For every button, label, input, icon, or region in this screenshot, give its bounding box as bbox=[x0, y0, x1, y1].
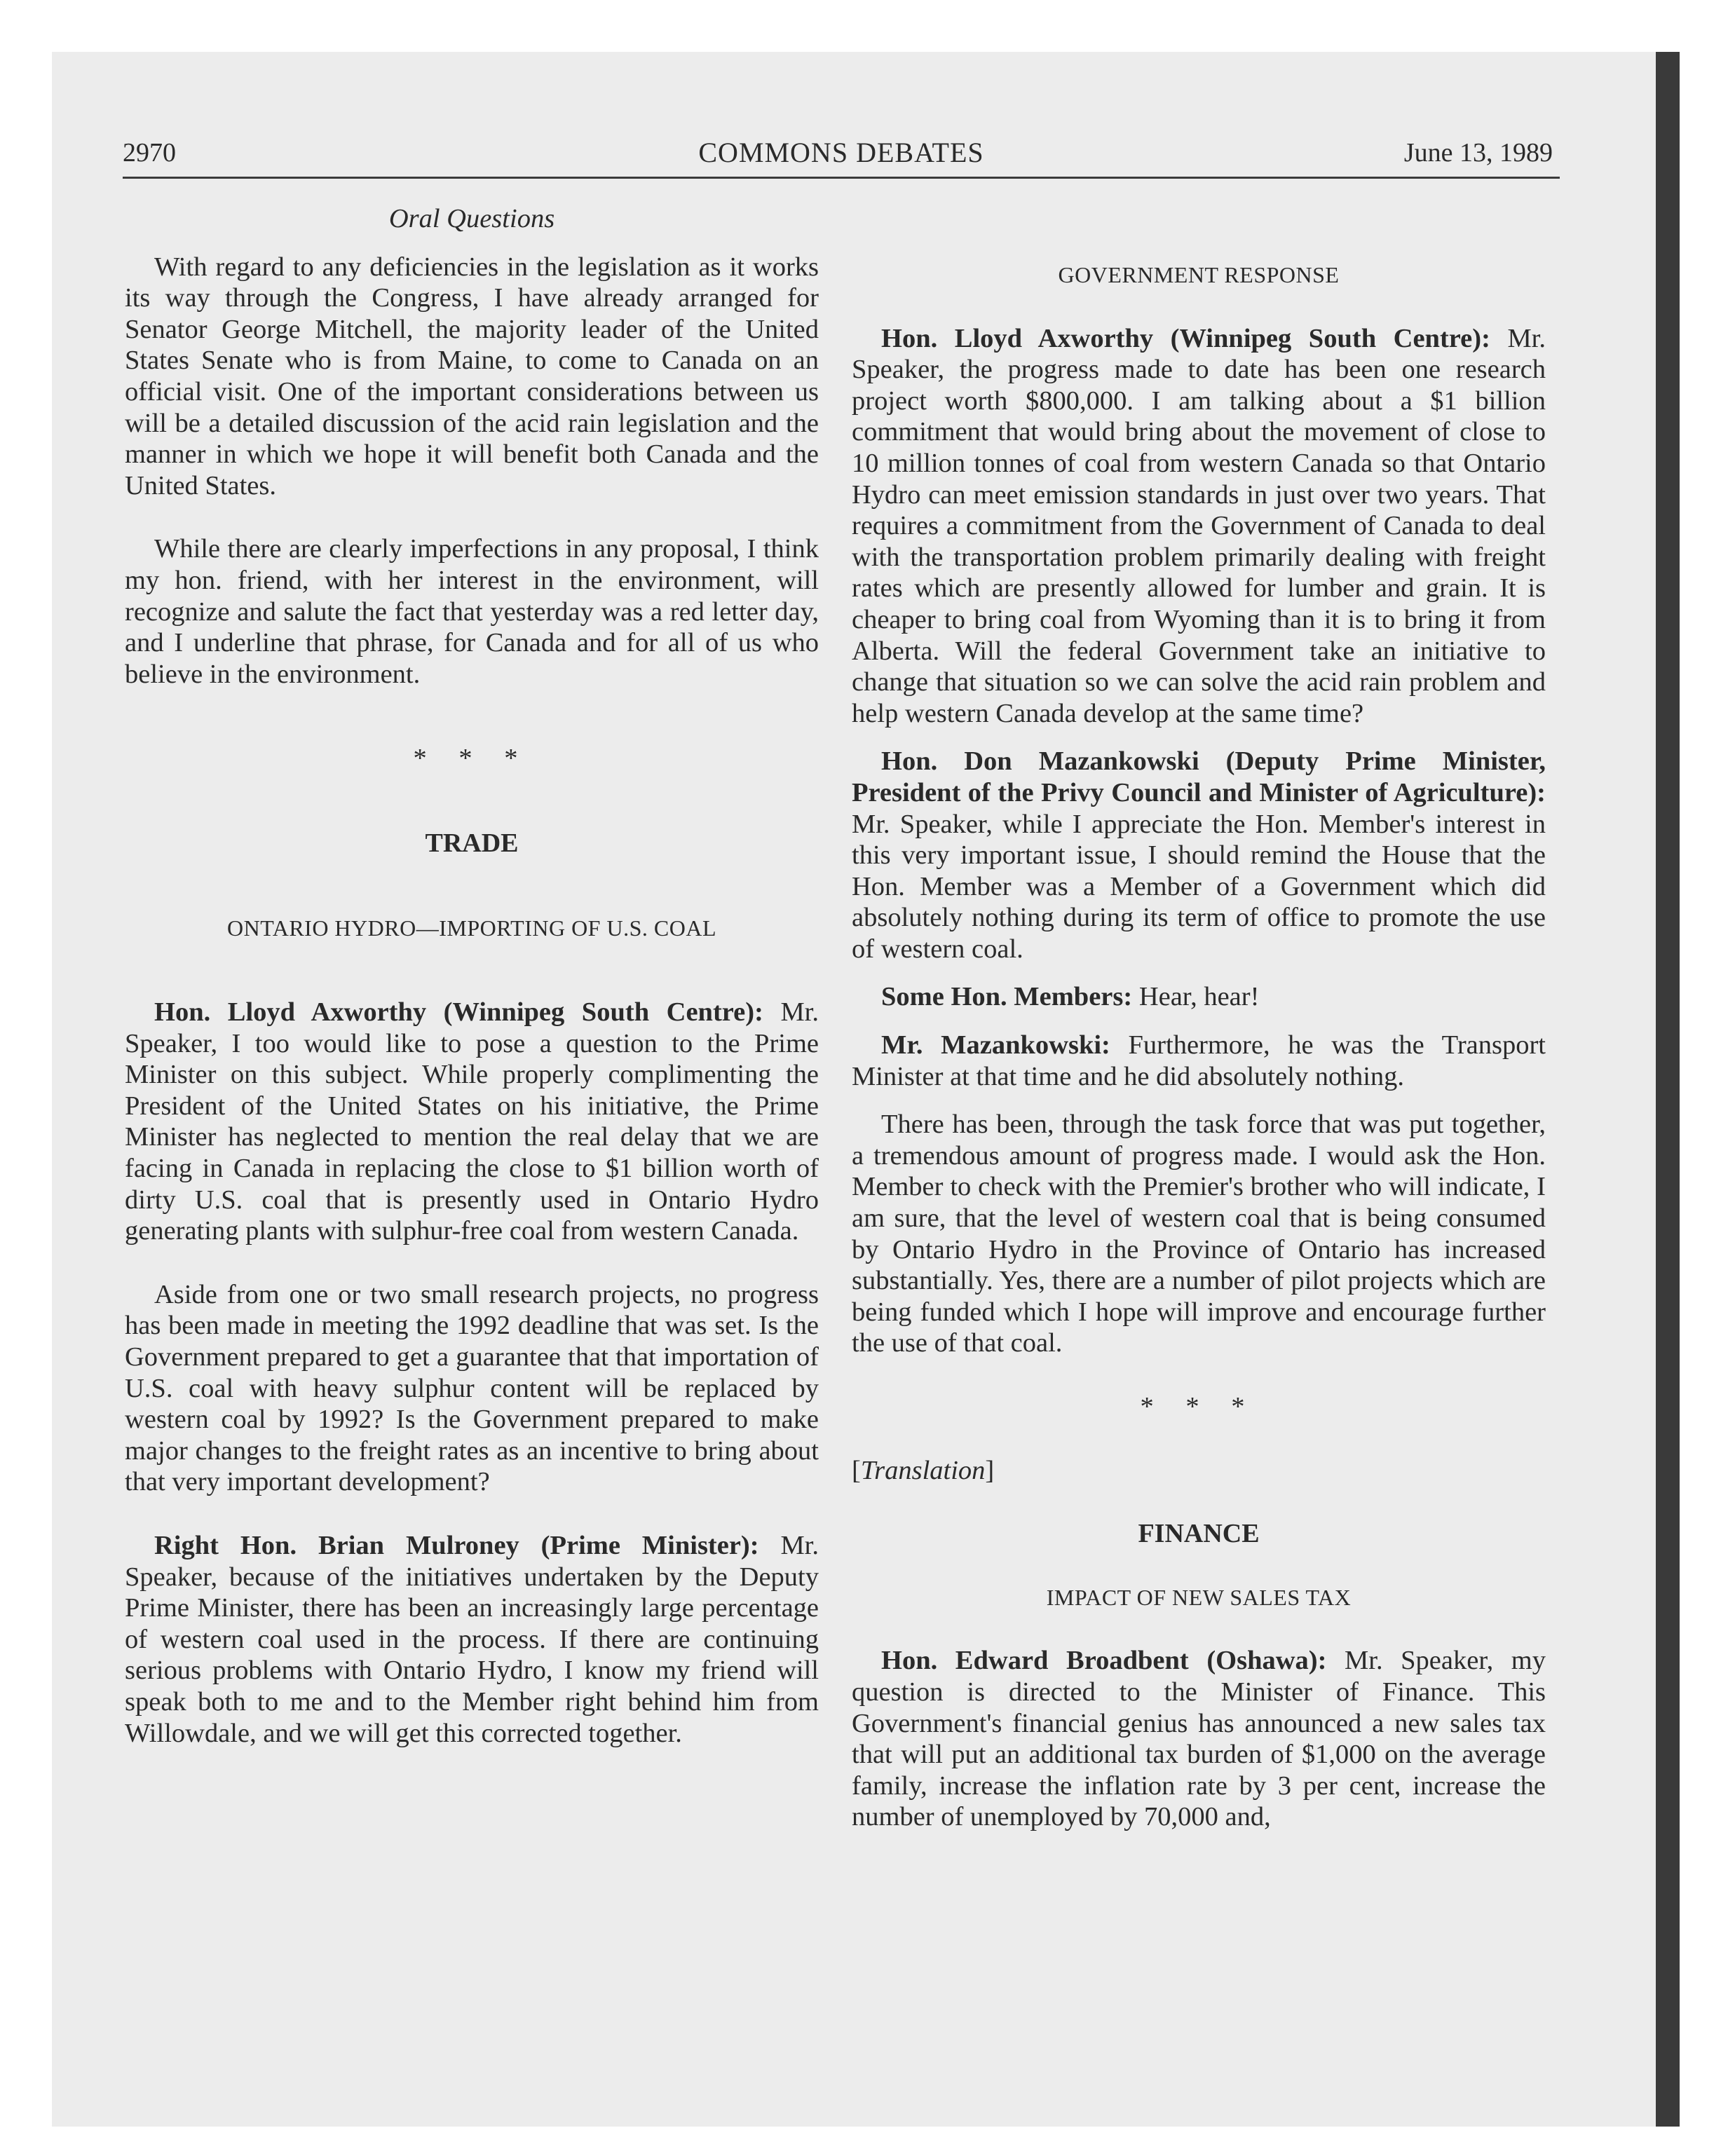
speech bbox=[125, 1530, 819, 1749]
speaker-name: Hon. Edward Broadbent (Oshawa): bbox=[881, 1646, 1327, 1676]
section-divider: * * * bbox=[413, 744, 531, 774]
speech bbox=[852, 746, 1546, 964]
publication-title: COMMONS DEBATES bbox=[698, 137, 984, 168]
speaker-name: Some Hon. Members: bbox=[881, 982, 1133, 1012]
left-column bbox=[125, 203, 819, 1749]
paragraph: With regard to any deficiencies in the legislation as it works its way through the Congress, I have already arranged for Senator George Mitchell, the majority leader of the United States Senate who is from Maine, to come to Canada on an official visit. One of the important considerations between us will be a detailed discussion of the acid rain legislation and the manner in which we hope it will benefit both Canada and the United States. bbox=[125, 252, 819, 500]
speech bbox=[852, 323, 1546, 730]
paragraph: There has been, through the task force that was put together, a tremendous amount of progress made. I would ask the Hon. Member to check with the Premier's brother who will indicate, I am sure, that the level of western coal that is being consumed by Ontario Hydro in the Province of Ontario has increased substantially. Yes, there are a number of pilot projects which are being funded which I hope will improve and encourage further the use of that coal. bbox=[852, 1110, 1546, 1358]
translation-bracket-close: ] bbox=[985, 1455, 995, 1485]
subsection-heading: GOVERNMENT RESPONSE bbox=[1058, 262, 1340, 287]
right-column bbox=[852, 203, 1546, 1833]
speech bbox=[125, 997, 819, 1247]
speech-text: Mr. Speaker, the progress made to date has been one research project worth $800,000. I am talking about a $1 billion commitment that would bring about the movement of close to 10 million tonnes of coal from western Canada so that Ontario Hydro can meet emission standards in just over two years. That requires a commitment from the Government of Canada to deal with the transportation problem primarily dealing with freight rates which are presently allowed for lumber and grain. It is cheaper to bring coal from Wyoming than it is to bring it from Alberta. Will the federal Government take an initiative to change that situation so we can solve the acid rain problem and help western Canada develop at the same time? bbox=[852, 323, 1546, 728]
translation-marker bbox=[852, 1455, 1546, 1487]
speaker-name: Right Hon. Brian Mulroney (Prime Minister): bbox=[154, 1531, 759, 1560]
subsection-heading: ONTARIO HYDRO—IMPORTING OF U.S. COAL bbox=[227, 915, 716, 941]
speech-text: Mr. Speaker, I too would like to pose a question to the Prime Minister on this subject. While properly complimenting the President of the United States on his initiative, the Prime Minister has neglected to mention the real delay that we are facing in Canada in replacing the close to $1 billion worth of dirty U.S. coal that is presently used in Ontario Hydro generating plants with sulphur-free coal from western Canada. bbox=[125, 997, 819, 1246]
speaker-name: Hon. Lloyd Axworthy (Winnipeg South Centre): bbox=[154, 997, 763, 1028]
section-heading: TRADE bbox=[425, 828, 519, 858]
speaker-name: Mr. Mazankowski: bbox=[881, 1030, 1110, 1060]
section-heading: FINANCE bbox=[1138, 1519, 1260, 1549]
section-divider: * * * bbox=[1140, 1392, 1258, 1421]
subsection-heading: IMPACT OF NEW SALES TAX bbox=[1046, 1584, 1352, 1610]
sitting-date: June 13, 1989 bbox=[1403, 138, 1553, 168]
translation-bracket-open: [ bbox=[852, 1455, 861, 1485]
speech-text: Mr. Speaker, while I appreciate the Hon. Member's interest in this very important issue, I should remind the House that the Hon. Member was a Member of a Government which did absolutely nothing during its term of office to promote the use of western coal. bbox=[852, 809, 1546, 964]
paragraph: While there are clearly imperfections in any proposal, I think my hon. friend, with her interest in the environment, will recognize and salute the fact that yesterday was a red letter day, and I underline that phrase, for Canada and for all of us who believe in the environment. bbox=[125, 534, 819, 689]
header-rule bbox=[123, 177, 1560, 179]
speech bbox=[852, 1030, 1546, 1092]
speech-text: Mr. Speaker, my question is directed to the Minister of Finance. This Government's financial genius has announced a new sales tax that will put an additional tax burden of $1,000 on the average family, increase the inflation rate by 3 per cent, increase the number of unemployed by 70,000 and, bbox=[852, 1646, 1546, 1832]
scan-edge-shadow bbox=[1656, 52, 1680, 2127]
translation-label: Translation bbox=[860, 1455, 986, 1485]
page-header bbox=[123, 132, 1560, 174]
speech-text: Furthermore, he was the Transport Minister at that time and he did absolutely nothing. bbox=[852, 1030, 1546, 1091]
speech bbox=[852, 981, 1546, 1013]
running-head: Oral Questions bbox=[388, 204, 555, 233]
speech-text: Mr. Speaker, because of the initiatives undertaken by the Deputy Prime Minister, there has been an increasingly large percentage of western coal used in the process. If there are continuing serious problems with Ontario Hydro, I know my friend will speak both to me and to the Member right behind him from Willowdale, and we will get this corrected together. bbox=[125, 1531, 819, 1748]
paragraph: Aside from one or two small research projects, no progress has been made in meeting the 1992 deadline that was set. Is the Government prepared to get a guarantee that that importation of U.S. coal with heavy sulphur content will be replaced by western coal by 1992? Is the Government prepared to make major changes to the freight rates as an incentive to bring about that very important development? bbox=[125, 1279, 819, 1497]
speech bbox=[852, 1645, 1546, 1833]
speech-text: Hear, hear! bbox=[1138, 982, 1260, 1012]
page-number: 2970 bbox=[123, 138, 176, 168]
speaker-name: Hon. Lloyd Axworthy (Winnipeg South Centre): bbox=[881, 323, 1490, 353]
speaker-name: Hon. Don Mazankowski (Deputy Prime Minister, President of the Privy Council and Minister of Agriculture): bbox=[852, 746, 1546, 807]
